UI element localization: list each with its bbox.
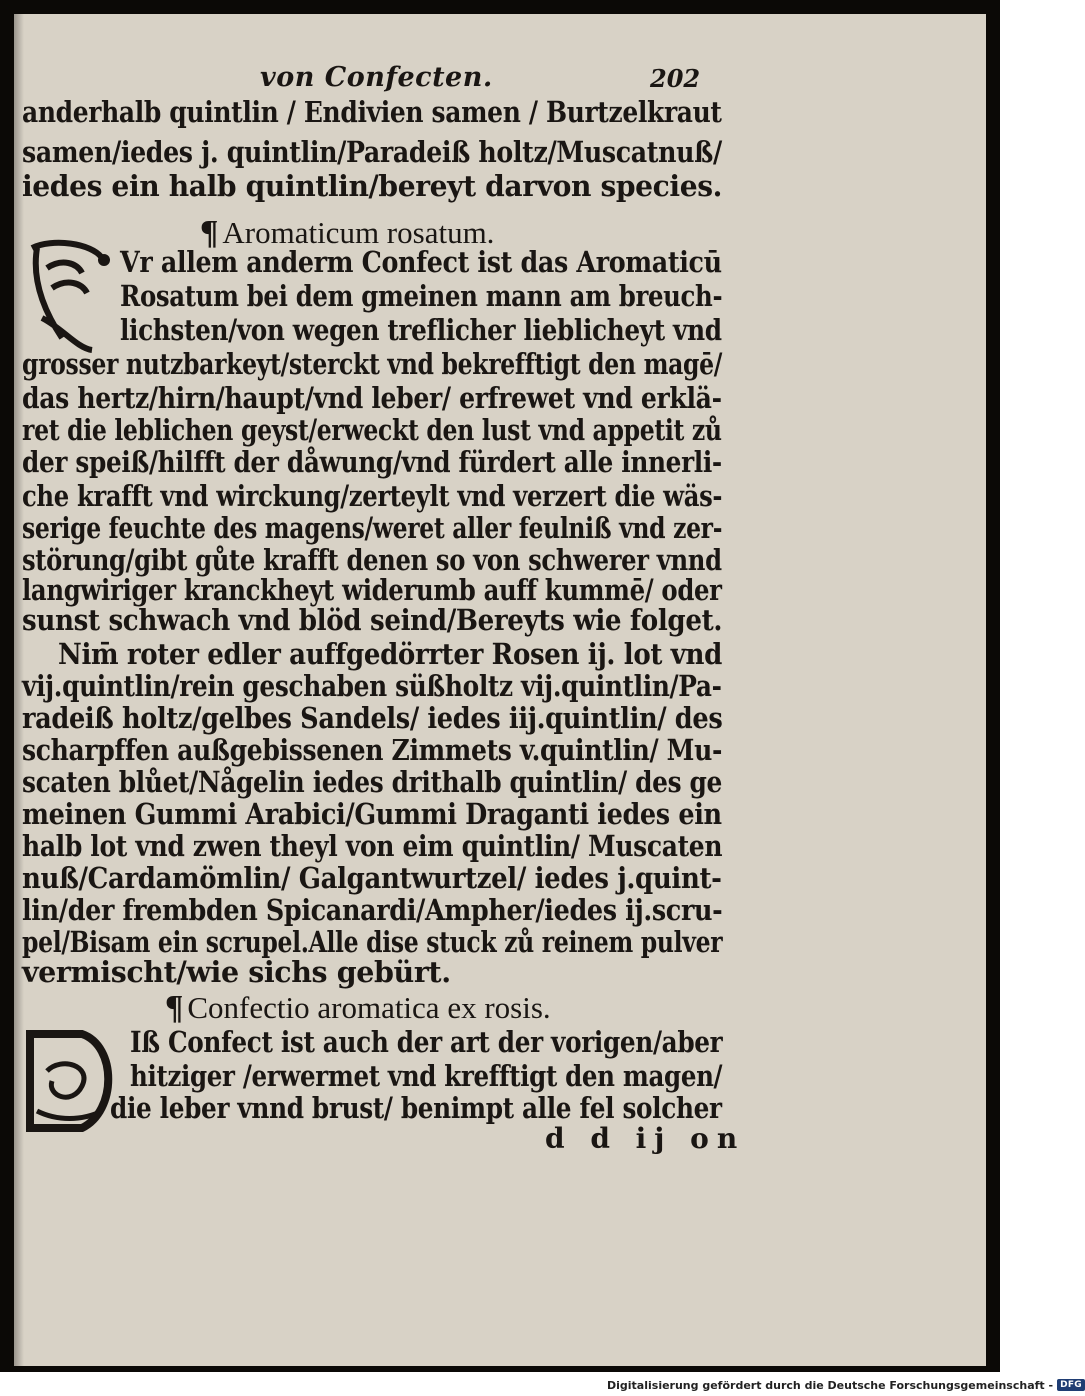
text-line: lin/der frembden Spicanardi/Ampher/iedes ij.scru- (22, 893, 723, 927)
page-number: 202 (650, 64, 701, 93)
text-line: anderhalb quintlin / Endivien samen / Burtzelkraut (22, 95, 722, 129)
text-line: Iß Confect ist auch der art der vorigen/aber (130, 1025, 723, 1059)
decorated-initial-d (22, 1026, 122, 1136)
text-line: ret die leblichen geyst/erweckt den lust vnd appetit zů (22, 413, 722, 447)
running-head: von Confecten. (260, 62, 493, 93)
text-line: sunst schwach vnd blöd seind/Bereyts wie folget. (22, 603, 723, 637)
text-line: der speiß/hilfft der dåwung/vnd fürdert alle innerli- (22, 445, 722, 479)
text-line: grosser nutzbarkeyt/sterckt vnd bekrefftigt den magē/ (22, 347, 723, 381)
text-line: Nim̄ roter edler auffgedörrter Rosen ij. lot vnd (58, 637, 722, 671)
text-line: scaten blůet/Någelin iedes drithalb quintlin/ des ge (22, 765, 723, 799)
text-line: nuß/Cardamömlin/ Galgantwurtzel/ iedes j.quint- (22, 861, 722, 895)
footer-text: Digitalisierung gefördert durch die Deutsche Forschungsgemeinschaft - (607, 1378, 1054, 1392)
dfg-logo-icon: DFG (1057, 1379, 1085, 1391)
pilcrow-icon: ¶ (200, 214, 219, 251)
text-line: scharpffen außgebissenen Zimmets v.quintlin/ Mu- (22, 733, 722, 767)
heading-text: Aromaticum rosatum. (222, 215, 495, 250)
text-line: störung/gibt gůte krafft denen so von schwerer vnnd (22, 543, 722, 577)
heading-text: Confectio aromatica ex rosis. (187, 990, 551, 1025)
text-line: lichsten/von wegen treflicher lieblicheyt vnd (120, 313, 722, 347)
text-line: Vr allem anderm Confect ist das Aromaticū (120, 245, 722, 279)
text-line: das hertz/hirn/haupt/vnd leber/ erfrewet vnd erklä- (22, 381, 722, 415)
pilcrow-icon: ¶ (165, 989, 184, 1026)
text-line: iedes ein halb quintlin/bereyt darvon species. (22, 169, 723, 203)
catchword: d d ij on (545, 1122, 746, 1155)
text-line: meinen Gummi Arabici/Gummi Draganti iedes ein (22, 797, 722, 831)
flourish-icon (22, 238, 112, 358)
text-line: Rosatum bei dem gmeinen mann am breuch- (120, 279, 723, 313)
flourish-icon (22, 1026, 122, 1136)
decorated-initial-f (22, 238, 112, 358)
text-line: vermischt/wie sichs gebürt. (22, 955, 451, 989)
text-line: vij.quintlin/rein geschaben süßholtz vij.quintlin/Pa- (22, 669, 722, 703)
text-line: samen/iedes j. quintlin/Paradeiß holtz/Muscatnuß/ (22, 135, 722, 169)
text-line: hitziger /erwermet vnd krefftigt den magen/ (130, 1059, 723, 1093)
footer-credit (607, 1377, 1085, 1393)
text-line: che krafft vnd wirckung/zerteylt vnd verzert die wäs- (22, 479, 723, 513)
text-line: die leber vnnd brust/ benimpt alle fel solcher (110, 1091, 722, 1125)
text-line: halb lot vnd zwen theyl von eim quintlin/ Muscaten (22, 829, 723, 863)
text-line: serige feuchte des magens/weret aller feulniß vnd zer- (22, 511, 723, 545)
text-line: pel/Bisam ein scrupel.Alle dise stuck zů reinem pulver (22, 925, 723, 959)
text-line: radeiß holtz/gelbes Sandels/ iedes iij.quintlin/ des (22, 701, 723, 735)
text-line: langwiriger kranckheyt widerumb auff kummē/ oder (22, 573, 722, 607)
